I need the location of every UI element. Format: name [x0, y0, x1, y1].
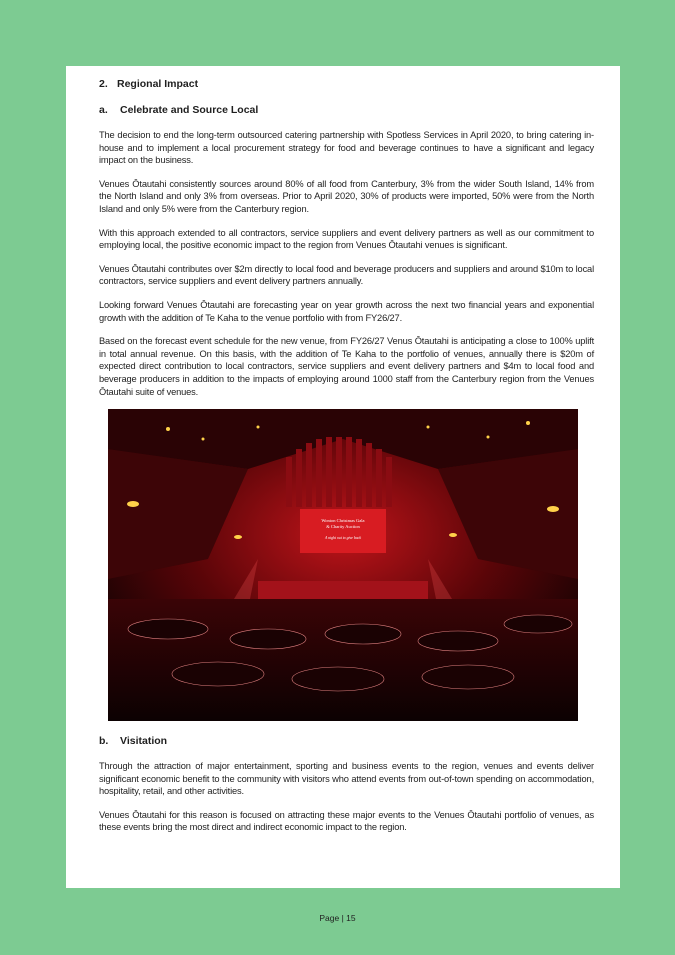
screen-title-line2: & Charity Auction	[326, 524, 360, 530]
screen-script: A night out to give back	[324, 536, 362, 541]
paragraph: Based on the forecast event schedule for the new venue, from FY26/27 Venus Ōtautahi is anticipating a close to 100% uplift in total annual revenue. On this basis, with the addition of Te Kaha to the portfolio of venues, annually there is $20m of expected direct contribution to local contractors, service suppliers and event delivery partners and $4m to local food and beverage producers in addition to the impacts of employing around 1000 staff from the Canterbury region from the Venues Ōtautahi suite of venues.	[99, 336, 594, 397]
section-number: 2.	[99, 78, 108, 90]
paragraph: The decision to end the long-term outsourced catering partnership with Spotless Services in April 2020, to bring catering in-house and to implement a local procurement strategy for food and beverage continues to have a significant and legacy impact on the business.	[99, 130, 594, 166]
section-heading	[99, 78, 594, 90]
paragraph: With this approach extended to all contractors, service suppliers and event delivery partners as well as our commitment to employing local, the positive economic impact to the region from Venues Ōtautahi venues is significant.	[99, 227, 594, 251]
document-page	[66, 66, 620, 888]
paragraph: Through the attraction of major entertainment, sporting and business events to the region, venues and events deliver significant economic benefit to the community with visitors who attend events from out-of-town spending on accommodation, hospitality, retail, and other activities.	[99, 761, 594, 797]
paragraph: Venues Ōtautahi contributes over $2m directly to local food and beverage producers and suppliers and around $10m to local contractors, service suppliers and event delivery partners annually.	[99, 263, 594, 287]
subsection-b-title: Visitation	[120, 735, 168, 748]
paragraph: Venues Ōtautahi for this reason is focused on attracting these major events to the Venues Ōtautahi portfolio of venues, as these events bring the most direct and indirect economic impact to the region.	[99, 809, 594, 833]
subsection-a-title: Celebrate and Source Local	[120, 104, 259, 116]
event-venue-photo	[108, 409, 578, 721]
paragraph: Looking forward Venues Ōtautahi are forecasting year on year growth across the next two financial years and exponential growth with the addition of Te Kaha to the venue portfolio with from FY26/27.	[99, 299, 594, 323]
page-number: Page | 15	[319, 913, 356, 923]
paragraph: Venues Ōtautahi consistently sources around 80% of all food from Canterbury, 3% from the wider South Island, 14% from the North Island and only 3% from overseas. Prior to April 2020, 30% of products were imported, 50% were from the North Island and only 5% were from the Canterbury region.	[99, 178, 594, 214]
subsection-a-letter: a.	[99, 104, 108, 116]
subsection-a-heading	[99, 104, 594, 116]
subsection-b-heading	[99, 735, 594, 747]
subsection-b-letter: b.	[99, 735, 109, 748]
screen-title-line1: Wonton Christmas Gala	[321, 518, 365, 524]
stage-screen	[300, 509, 386, 553]
section-title: Regional Impact	[117, 78, 199, 90]
